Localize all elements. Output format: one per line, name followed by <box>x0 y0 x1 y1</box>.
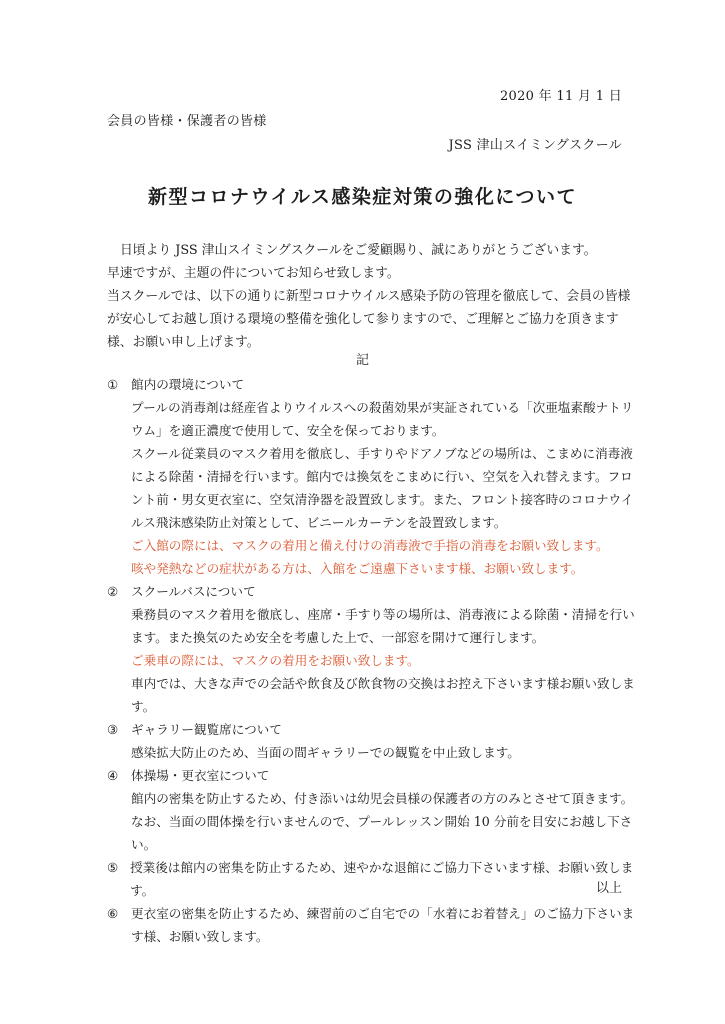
item-line: 館内の密集を防止するため、付き添いは幼児会員様の保護者の方のみとさせて頂きます。 <box>131 791 634 806</box>
item-heading: 更衣室の密集を防止するため、練習前のご自宅での「水着にお着替え」のご協力下さいます様、お願い致します。 <box>131 906 635 944</box>
item-line: プールの消毒剤は経産省よりウイルスへの殺菌効果が実証されている「次亜塩素酸ナトリウム」を適正濃度で使用して、安全を保っております。 <box>131 400 634 438</box>
item-number: ② <box>107 584 119 599</box>
intro-paragraph-1: 日頃より JSS 津山スイミングスクールをご愛顧賜り、誠にありがとうございます。 <box>120 243 597 258</box>
item-number: ⑥ <box>107 906 119 921</box>
item-number: ③ <box>107 722 119 737</box>
list-item-4 <box>107 764 637 856</box>
item-notice-red: ご乗車の際には、マスクの着用をお願い致します。 <box>131 653 420 668</box>
document-date: 2020 年 11 月 1 日 <box>499 89 622 104</box>
item-heading: スクールバスについて <box>131 584 256 599</box>
intro-paragraph-3: 当スクールでは、以下の通りに新型コロナウイルス感染予防の管理を徹底して、会員の皆様が安心してお越し頂ける環境の整備を強化して参りますので、ご理解とご協力を頂きます様、お願い申し上げます。 <box>107 289 631 350</box>
intro-section <box>107 239 632 354</box>
item-number: ① <box>107 377 119 392</box>
item-line: なお、当面の間体操を行いませんので、プールレッスン開始 10 分前を目安にお越し下さい。 <box>131 814 633 852</box>
list-item-1 <box>107 373 637 580</box>
items-list <box>107 373 637 948</box>
item-heading: 館内の環境について <box>131 377 245 392</box>
item-heading: ギャラリー観覧席について <box>131 722 282 737</box>
closing-mark: 以上 <box>595 881 622 896</box>
item-number: ④ <box>107 768 119 783</box>
list-item-6 <box>107 902 637 948</box>
item-line: 感染拡大防止のため、当面の間ギャラリーでの観覧を中止致します。 <box>131 745 520 760</box>
item-line: 乗務員のマスク着用を徹底し、座席・手すり等の場所は、消毒液による除菌・清掃を行います。また換気のため安全を考慮した上で、一部窓を開けて運行します。 <box>131 607 635 645</box>
document-title: 新型コロナウイルス感染症対策の強化について <box>148 186 577 208</box>
item-line: スクール従業員のマスク着用を徹底し、手すりやドアノブなどの場所は、こまめに消毒液による除菌・清掃を行います。館内では換気をこまめに行い、空気を入れ替えます。フロント前・男女更衣室に、空気清浄器を設置致します。また、フロント接客時のコロナウイルス飛沫感染防止対策として、ビニールカーテンを設置致します。 <box>131 446 634 530</box>
ki-marker: 記 <box>355 353 369 368</box>
item-heading: 授業後は館内の密集を防止するため、速やかな退館にご協力下さいます様、お願い致します。 <box>130 860 634 898</box>
list-item-3 <box>107 718 637 764</box>
intro-paragraph-2: 早速ですが、主題の件についてお知らせ致します。 <box>107 266 400 281</box>
item-heading: 体操場・更衣室について <box>131 768 270 783</box>
item-line: 車内では、大きな声での会話や飲食及び飲食物の交換はお控え下さいます様お願い致します。 <box>131 676 635 714</box>
list-item-2 <box>107 580 637 718</box>
addressee: 会員の皆様・保護者の皆様 <box>107 114 267 129</box>
item-notice-red: 咳や発熱などの症状がある方は、入館をご遠慮下さいます様、お願い致します。 <box>131 561 584 576</box>
item-number: ⑤ <box>107 860 119 875</box>
list-item-5 <box>107 856 637 902</box>
sender-name: JSS 津山スイミングスクール <box>448 138 622 153</box>
item-notice-red: ご入館の際には、マスクの着用と備え付けの消毒液で手指の消毒をお願い致します。 <box>131 538 609 553</box>
